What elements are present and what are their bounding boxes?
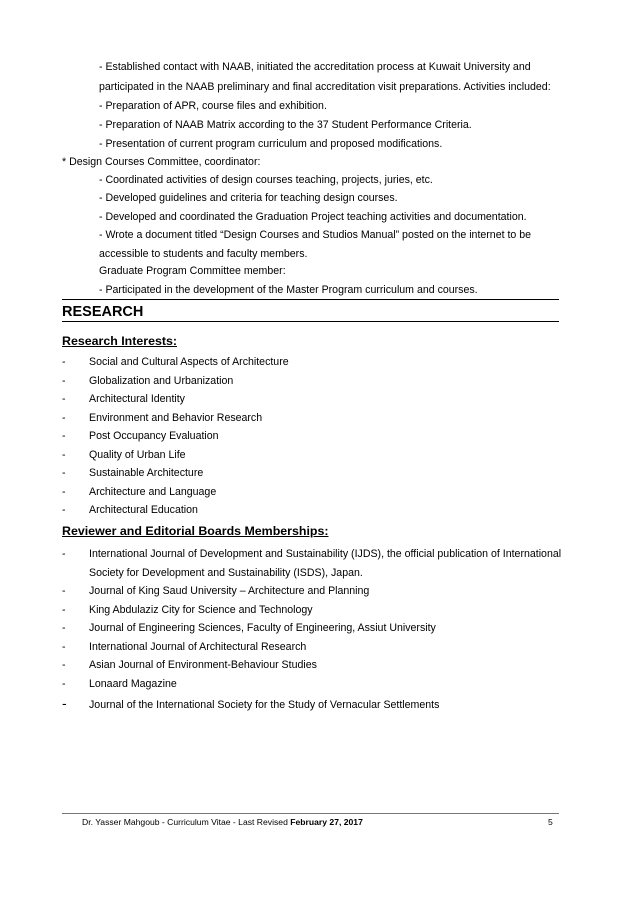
bullet-dash: -	[62, 604, 66, 616]
interest-item: Architectural Identity	[89, 393, 185, 405]
committee-line-3: - Developed and coordinated the Graduation Project teaching activities and documentation.	[99, 211, 527, 223]
board-item-continued: Society for Development and Sustainability (ISDS), Japan.	[89, 567, 363, 579]
committee-line-5: accessible to students and faculty members.	[99, 248, 308, 260]
interest-item: Sustainable Architecture	[89, 467, 204, 479]
footer-rule	[62, 813, 559, 814]
interest-item: Architectural Education	[89, 504, 198, 516]
interest-item: Environment and Behavior Research	[89, 412, 263, 424]
intro-line-5: - Presentation of current program curriculum and proposed modifications.	[99, 138, 443, 150]
board-item: Journal of the International Society for the Study of Vernacular Settlements	[89, 699, 440, 711]
bullet-dash: -	[62, 449, 66, 461]
footer-date: February 27, 2017	[290, 817, 363, 827]
boards-title: Reviewer and Editorial Boards Memberships:	[62, 524, 329, 538]
bullet-dash: -	[62, 622, 66, 634]
interest-item: Post Occupancy Evaluation	[89, 430, 219, 442]
board-item: International Journal of Architectural Research	[89, 641, 307, 653]
committee-title: * Design Courses Committee, coordinator:	[62, 156, 261, 168]
board-item: Lonaard Magazine	[89, 678, 177, 690]
committee-line-7: - Participated in the development of the Master Program curriculum and courses.	[99, 284, 478, 296]
bullet-dash: -	[62, 504, 66, 516]
bullet-dash: -	[62, 659, 66, 671]
bullet-dash: -	[62, 430, 66, 442]
bullet-dash: -	[62, 375, 66, 387]
intro-line-1: - Established contact with NAAB, initiated the accreditation process at Kuwait University and	[99, 61, 531, 73]
intro-line-3: - Preparation of APR, course files and exhibition.	[99, 100, 327, 112]
bullet-dash: -	[62, 585, 66, 597]
footer-text: Dr. Yasser Mahgoub - Curriculum Vitae - Last Revised	[82, 817, 291, 827]
bullet-dash: -	[62, 356, 66, 368]
footer	[82, 816, 363, 828]
board-item: Asian Journal of Environment-Behaviour Studies	[89, 659, 317, 671]
committee-line-1: - Coordinated activities of design courses teaching, projects, juries, etc.	[99, 174, 433, 186]
intro-line-2: participated in the NAAB preliminary and final accreditation visit preparations. Activities included:	[99, 81, 551, 93]
bullet-dash: -	[62, 486, 66, 498]
page-number: 5	[548, 817, 553, 827]
bullet-dash: -	[62, 678, 66, 690]
board-item: Journal of Engineering Sciences, Faculty of Engineering, Assiut University	[89, 622, 436, 634]
committee-line-4: - Wrote a document titled “Design Courses and Studios Manual” posted on the internet to be	[99, 229, 532, 241]
section-top-rule	[62, 299, 559, 300]
committee-line-6: Graduate Program Committee member:	[99, 265, 286, 277]
section-title-research: RESEARCH	[62, 304, 559, 322]
bullet-dash: -	[62, 393, 66, 405]
interest-item: Quality of Urban Life	[89, 449, 186, 461]
committee-line-2: - Developed guidelines and criteria for teaching design courses.	[99, 192, 398, 204]
intro-line-4: - Preparation of NAAB Matrix according to the 37 Student Performance Criteria.	[99, 119, 472, 131]
interest-item: Globalization and Urbanization	[89, 375, 234, 387]
interest-item: Social and Cultural Aspects of Architecture	[89, 356, 289, 368]
board-item: International Journal of Development and Sustainability (IJDS), the official publication of International	[89, 548, 562, 560]
board-item: Journal of King Saud University – Architecture and Planning	[89, 585, 370, 597]
bullet-dash: -	[62, 467, 66, 479]
board-item: King Abdulaziz City for Science and Technology	[89, 604, 313, 616]
interest-item: Architecture and Language	[89, 486, 217, 498]
bullet-dash: -	[62, 695, 67, 711]
bullet-dash: -	[62, 412, 66, 424]
bullet-dash: -	[62, 641, 66, 653]
bullet-dash: -	[62, 548, 66, 560]
interests-title: Research Interests:	[62, 334, 178, 348]
